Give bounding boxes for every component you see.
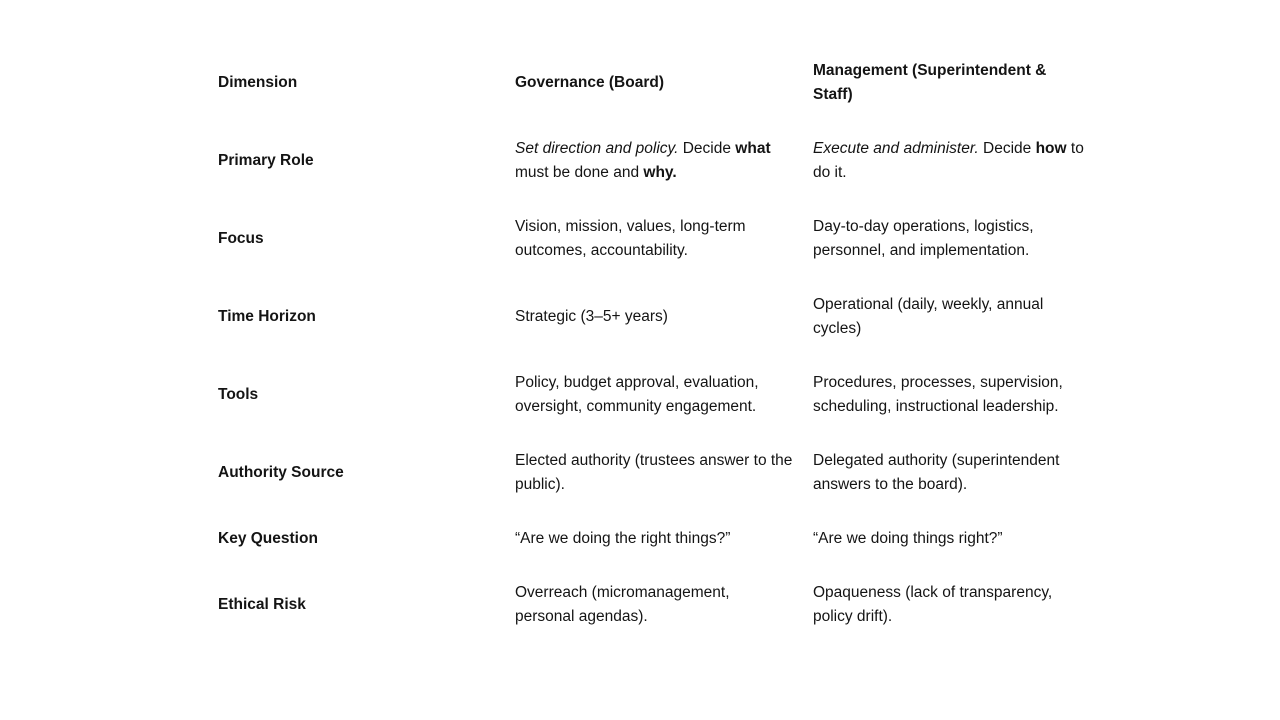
dimension-cell: Tools (218, 386, 259, 403)
table-row (218, 122, 1108, 200)
text-segment: to do it. (813, 140, 1084, 181)
dimension-cell: Time Horizon (218, 308, 316, 325)
governance-cell: Vision, mission, values, long-term outcomes, accountability. (515, 218, 746, 259)
management-cell: “Are we doing things right?” (813, 530, 1003, 547)
governance-cell (515, 137, 813, 185)
comparison-table (218, 44, 1108, 644)
table-row (218, 278, 1108, 356)
management-cell: Delegated authority (superintendent answers to the board). (813, 452, 1060, 493)
management-cell: Day-to-day operations, logistics, personnel, and implementation. (813, 218, 1034, 259)
governance-cell: Strategic (3–5+ years) (515, 308, 668, 325)
management-cell: Operational (daily, weekly, annual cycles) (813, 296, 1044, 337)
table-row (218, 434, 1108, 512)
dimension-cell: Primary Role (218, 152, 314, 169)
governance-cell: Elected authority (trustees answer to the public). (515, 452, 793, 493)
governance-cell: “Are we doing the right things?” (515, 530, 731, 547)
management-cell (813, 137, 1108, 185)
table-row (218, 512, 1108, 566)
dimension-cell: Authority Source (218, 464, 344, 481)
header-cell-management: Management (Superintendent & Staff) (813, 62, 1047, 103)
governance-cell: Policy, budget approval, evaluation, oversight, community engagement. (515, 374, 759, 415)
text-segment: Set direction and policy. (515, 140, 679, 157)
text-segment: why. (643, 164, 677, 181)
governance-cell: Overreach (micromanagement, personal agendas). (515, 584, 730, 625)
text-segment: Decide (678, 140, 736, 157)
management-cell: Opaqueness (lack of transparency, policy drift). (813, 584, 1053, 625)
management-cell: Procedures, processes, supervision, scheduling, instructional leadership. (813, 374, 1063, 415)
text-segment: must be done and (515, 164, 644, 181)
header-cell-governance: Governance (Board) (515, 74, 665, 91)
table-header-row (218, 44, 1108, 122)
table-row (218, 200, 1108, 278)
dimension-cell: Ethical Risk (218, 596, 306, 613)
table-row (218, 356, 1108, 434)
text-segment: Execute and administer. (813, 140, 979, 157)
text-segment: what (735, 140, 771, 157)
text-segment: Decide (978, 140, 1036, 157)
dimension-cell: Focus (218, 230, 264, 247)
dimension-cell: Key Question (218, 530, 318, 547)
text-segment: how (1035, 140, 1067, 157)
table-row (218, 566, 1108, 644)
header-cell-dimension: Dimension (218, 74, 298, 91)
